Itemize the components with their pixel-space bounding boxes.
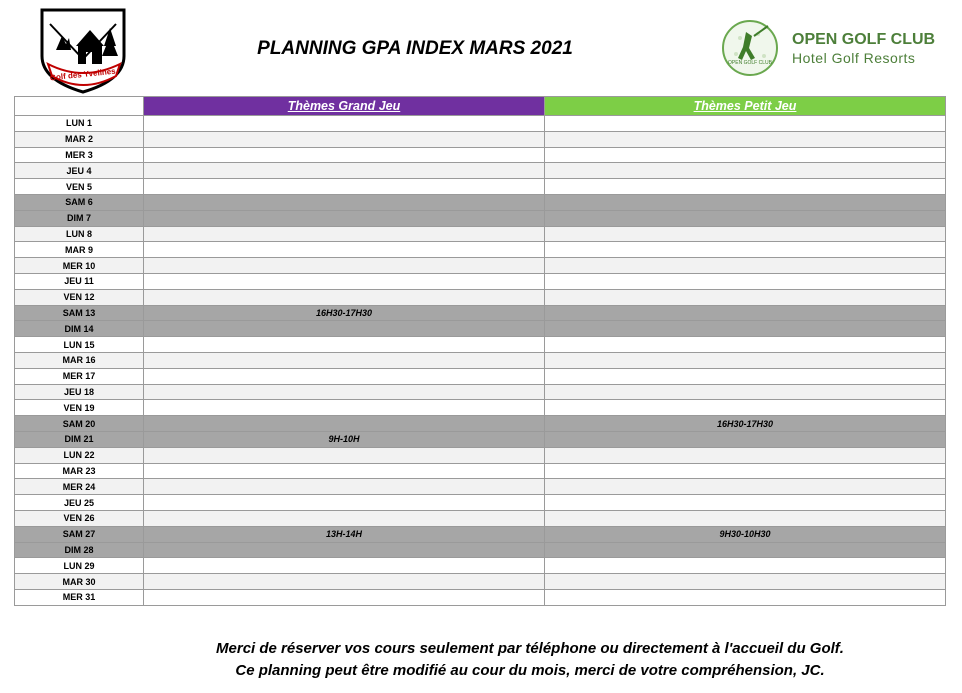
day-cell: MER 31	[15, 589, 144, 605]
petit-jeu-cell	[545, 210, 946, 226]
petit-jeu-cell	[545, 116, 946, 132]
grand-jeu-cell	[144, 558, 545, 574]
grand-jeu-cell	[144, 179, 545, 195]
day-cell: MAR 30	[15, 574, 144, 590]
planning-table	[14, 96, 946, 606]
footer-notes	[150, 638, 910, 682]
table-row	[15, 431, 946, 447]
golf-club-crest-icon	[36, 6, 130, 94]
day-cell: JEU 4	[15, 163, 144, 179]
petit-jeu-cell	[545, 289, 946, 305]
day-cell: LUN 1	[15, 116, 144, 132]
petit-jeu-cell: 9H30-10H30	[545, 526, 946, 542]
petit-jeu-cell	[545, 131, 946, 147]
table-row	[15, 194, 946, 210]
grand-jeu-cell	[144, 163, 545, 179]
table-row	[15, 321, 946, 337]
grand-jeu-cell	[144, 574, 545, 590]
day-cell: MER 24	[15, 479, 144, 495]
day-cell: MER 10	[15, 258, 144, 274]
day-cell: MAR 9	[15, 242, 144, 258]
header-day-cell	[15, 97, 144, 116]
day-cell: DIM 14	[15, 321, 144, 337]
petit-jeu-cell	[545, 258, 946, 274]
petit-jeu-cell	[545, 163, 946, 179]
grand-jeu-cell	[144, 131, 545, 147]
day-cell: MAR 23	[15, 463, 144, 479]
day-cell: LUN 29	[15, 558, 144, 574]
day-cell: VEN 5	[15, 179, 144, 195]
petit-jeu-cell	[545, 368, 946, 384]
day-cell: SAM 27	[15, 526, 144, 542]
day-cell: SAM 13	[15, 305, 144, 321]
table-row	[15, 210, 946, 226]
grand-jeu-cell	[144, 479, 545, 495]
petit-jeu-cell	[545, 352, 946, 368]
petit-jeu-cell	[545, 495, 946, 511]
petit-jeu-cell	[545, 305, 946, 321]
day-cell: VEN 19	[15, 400, 144, 416]
table-row	[15, 147, 946, 163]
planning-body	[15, 116, 946, 606]
table-row	[15, 258, 946, 274]
petit-jeu-cell	[545, 226, 946, 242]
grand-jeu-cell	[144, 210, 545, 226]
grand-jeu-cell	[144, 147, 545, 163]
table-row	[15, 289, 946, 305]
table-row	[15, 352, 946, 368]
note-line: Merci de réserver vos cours seulement par téléphone ou directement à l'accueil du Golf.	[216, 640, 844, 657]
petit-jeu-cell	[545, 321, 946, 337]
table-row	[15, 558, 946, 574]
grand-jeu-cell	[144, 321, 545, 337]
day-cell: LUN 22	[15, 447, 144, 463]
grand-jeu-cell	[144, 416, 545, 432]
ball-text: OPEN GOLF CLUB	[728, 60, 772, 66]
grand-jeu-cell	[144, 542, 545, 558]
grand-jeu-cell	[144, 400, 545, 416]
grand-jeu-cell	[144, 242, 545, 258]
day-cell: DIM 7	[15, 210, 144, 226]
grand-jeu-cell	[144, 337, 545, 353]
day-cell: MER 17	[15, 368, 144, 384]
petit-jeu-cell	[545, 273, 946, 289]
table-row	[15, 526, 946, 542]
table-row	[15, 116, 946, 132]
grand-jeu-cell	[144, 226, 545, 242]
petit-jeu-cell	[545, 463, 946, 479]
table-row	[15, 447, 946, 463]
petit-jeu-cell	[545, 400, 946, 416]
table-header-row	[15, 97, 946, 116]
petit-jeu-cell	[545, 589, 946, 605]
petit-jeu-cell	[545, 147, 946, 163]
table-row	[15, 242, 946, 258]
day-cell: DIM 28	[15, 542, 144, 558]
table-row	[15, 400, 946, 416]
day-cell: MAR 2	[15, 131, 144, 147]
table-row	[15, 226, 946, 242]
table-row	[15, 416, 946, 432]
table-row	[15, 542, 946, 558]
day-cell: JEU 25	[15, 495, 144, 511]
day-cell: VEN 26	[15, 510, 144, 526]
day-cell: JEU 18	[15, 384, 144, 400]
crest-text: Golf des Yvelines	[49, 66, 117, 83]
day-cell: LUN 15	[15, 337, 144, 353]
note-line: Ce planning peut être modifié au cour du mois, merci de votre compréhension, JC.	[235, 662, 825, 679]
table-row	[15, 305, 946, 321]
grand-jeu-cell	[144, 194, 545, 210]
petit-jeu-cell	[545, 479, 946, 495]
table-row	[15, 479, 946, 495]
grand-jeu-cell: 16H30-17H30	[144, 305, 545, 321]
petit-jeu-cell	[545, 574, 946, 590]
grand-jeu-cell	[144, 589, 545, 605]
table-row	[15, 179, 946, 195]
day-cell: SAM 6	[15, 194, 144, 210]
grand-jeu-cell: 9H-10H	[144, 431, 545, 447]
petit-jeu-cell	[545, 384, 946, 400]
day-cell: MAR 16	[15, 352, 144, 368]
table-row	[15, 131, 946, 147]
table-row	[15, 337, 946, 353]
grand-jeu-cell: 13H-14H	[144, 526, 545, 542]
table-row	[15, 384, 946, 400]
petit-jeu-cell	[545, 558, 946, 574]
grand-jeu-cell	[144, 495, 545, 511]
table-row	[15, 463, 946, 479]
grand-jeu-cell	[144, 352, 545, 368]
grand-jeu-cell	[144, 258, 545, 274]
day-cell: VEN 12	[15, 289, 144, 305]
table-row	[15, 589, 946, 605]
petit-jeu-cell: 16H30-17H30	[545, 416, 946, 432]
grand-jeu-cell	[144, 273, 545, 289]
table-row	[15, 273, 946, 289]
petit-jeu-cell	[545, 242, 946, 258]
golf-ball-logo-icon	[718, 18, 944, 80]
grand-jeu-cell	[144, 368, 545, 384]
header-grand-jeu: Thèmes Grand Jeu	[144, 97, 545, 116]
grand-jeu-cell	[144, 447, 545, 463]
table-row	[15, 368, 946, 384]
petit-jeu-cell	[545, 542, 946, 558]
day-cell: LUN 8	[15, 226, 144, 242]
day-cell: DIM 21	[15, 431, 144, 447]
petit-jeu-cell	[545, 179, 946, 195]
petit-jeu-cell	[545, 194, 946, 210]
table-row	[15, 495, 946, 511]
grand-jeu-cell	[144, 116, 545, 132]
petit-jeu-cell	[545, 510, 946, 526]
petit-jeu-cell	[545, 431, 946, 447]
brand-name: OPEN GOLF CLUB	[792, 31, 936, 48]
petit-jeu-cell	[545, 447, 946, 463]
grand-jeu-cell	[144, 384, 545, 400]
day-cell: SAM 20	[15, 416, 144, 432]
header-petit-jeu: Thèmes Petit Jeu	[545, 97, 946, 116]
table-row	[15, 163, 946, 179]
grand-jeu-cell	[144, 510, 545, 526]
table-row	[15, 510, 946, 526]
petit-jeu-cell	[545, 337, 946, 353]
table-row	[15, 574, 946, 590]
brand-tagline: Hotel Golf Resorts	[792, 50, 916, 66]
page-title: PLANNING GPA INDEX MARS 2021	[257, 38, 573, 59]
day-cell: MER 3	[15, 147, 144, 163]
grand-jeu-cell	[144, 289, 545, 305]
grand-jeu-cell	[144, 463, 545, 479]
day-cell: JEU 11	[15, 273, 144, 289]
